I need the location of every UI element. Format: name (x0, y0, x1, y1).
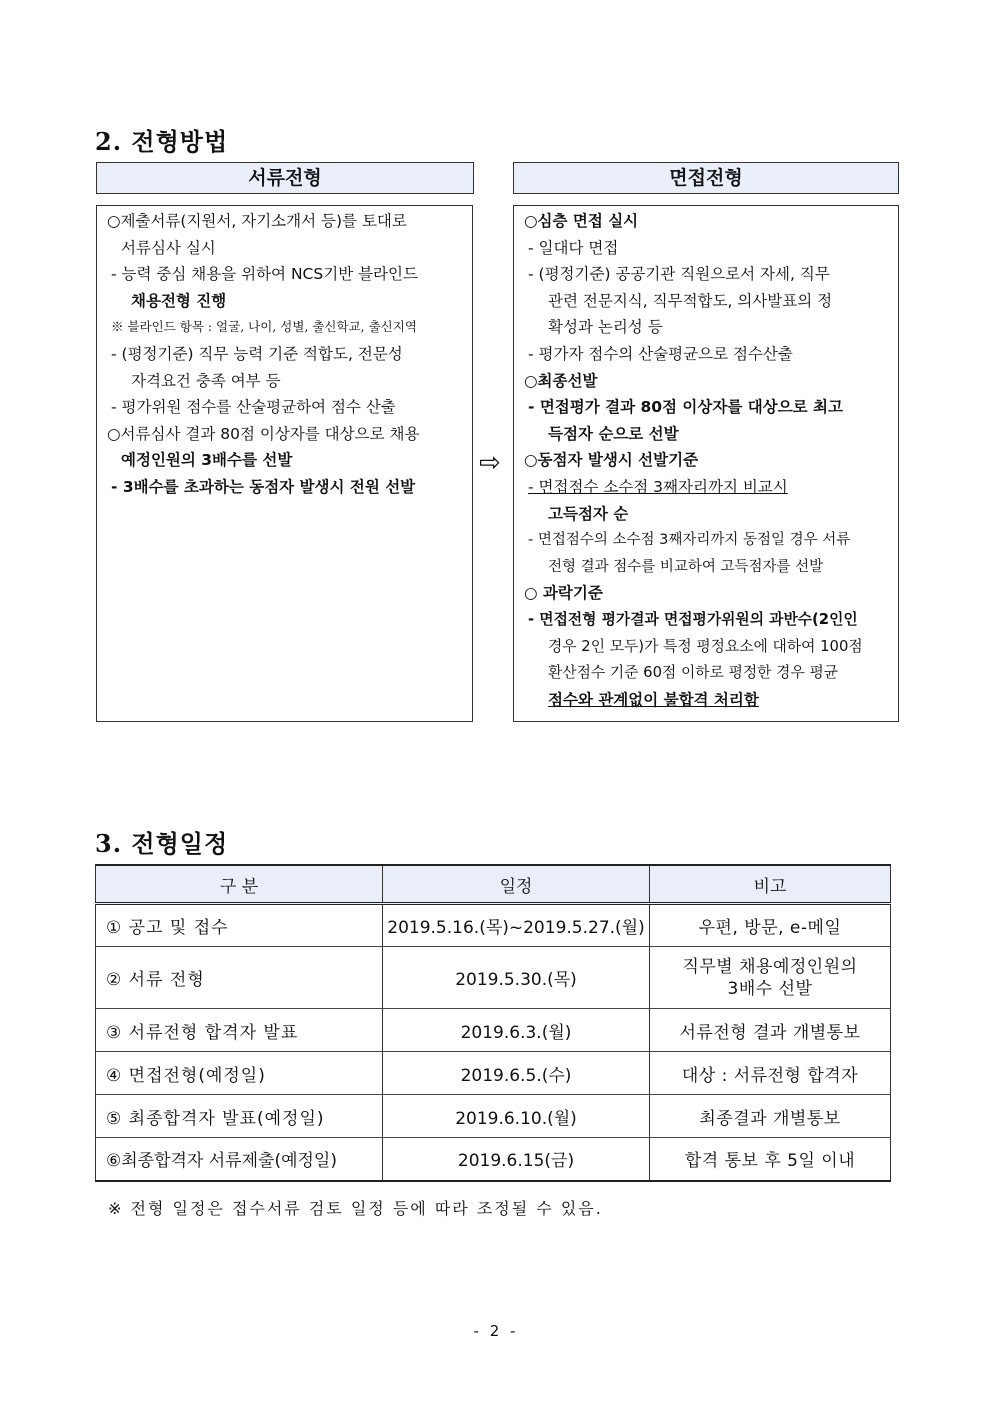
document-screening-box (96, 205, 473, 722)
schedule-table (95, 864, 891, 1182)
doc-line-6: - (평정기준) 직무 능력 기준 적합도, 전문성 (111, 344, 403, 363)
document-screening-header: 서류전형 (96, 162, 474, 194)
int-line-4: 관련 전문지식, 직무적합도, 의사발표의 정 (548, 291, 833, 310)
doc-line-1: ○제출서류(지원서, 자기소개서 등)를 토대로 (107, 212, 407, 230)
table-row (96, 1138, 891, 1181)
section-2-title: 2. 전형방법 (95, 127, 229, 156)
int-line-15: ○ 과락기준 (524, 584, 603, 603)
header-note: 비고 (650, 865, 891, 904)
cell-date: 2019.6.15(금) (383, 1138, 650, 1181)
int-line-19: 점수와 관계없이 불합격 처리함 (548, 690, 759, 709)
int-line-14: 전형 결과 점수를 비교하여 고득점자를 선발 (548, 558, 824, 575)
int-line-18: 환산점수 기준 60점 이하로 평정한 경우 평균 (548, 664, 839, 682)
int-line-11: - 면접점수 소수점 3째자리까지 비교시 (528, 477, 788, 496)
int-line-16: - 면접전형 평가결과 면접평가위원의 과반수(2인인 (528, 610, 858, 628)
interview-header: 면접전형 (513, 162, 899, 194)
doc-line-7: 자격요건 충족 여부 등 (131, 371, 281, 390)
interview-box (513, 205, 899, 722)
page-number: - 2 - (473, 1322, 519, 1340)
doc-line-11: - 3배수를 초과하는 동점자 발생시 전원 선발 (111, 477, 416, 496)
header-stage: 구 분 (96, 865, 383, 904)
cell-note-line-2: 3배수 선발 (727, 978, 813, 999)
cell-date: 2019.5.16.(목)~2019.5.27.(월) (383, 904, 650, 947)
cell-stage: ① 공고 및 접수 (96, 904, 383, 947)
int-line-9: 득점자 순으로 선발 (548, 424, 679, 443)
int-line-5: 확성과 논리성 등 (548, 318, 663, 337)
int-line-17: 경우 2인 모두)가 특정 평정요소에 대하여 100점 (548, 637, 863, 655)
doc-line-4: 채용전형 진행 (131, 291, 227, 310)
table-row (96, 1052, 891, 1095)
cell-note: 대상 : 서류전형 합격자 (650, 1052, 891, 1095)
cell-note-line-1: 직무별 채용예정인원의 (682, 956, 858, 977)
cell-stage: ② 서류 전형 (96, 947, 383, 1009)
cell-date: 2019.5.30.(목) (383, 947, 650, 1009)
doc-line-10: 예정인원의 3배수를 선발 (121, 451, 293, 470)
doc-blind-note: ※ 블라인드 항목 : 얼굴, 나이, 성별, 출신학교, 출신지역 (111, 319, 417, 335)
int-line-10: ○동점자 발생시 선발기준 (524, 451, 699, 470)
int-line-8: - 면접평가 결과 80점 이상자를 대상으로 최고 (528, 398, 843, 417)
int-line-12: 고득점자 순 (548, 504, 629, 523)
int-line-13: - 면접점수의 소수점 3째자리까지 동점일 경우 서류 (528, 532, 851, 549)
schedule-footnote: ※ 전형 일정은 접수서류 검토 일정 등에 따라 조정될 수 있음. (108, 1199, 603, 1218)
table-row (96, 947, 891, 1009)
cell-stage: ④ 면접전형(예정일) (96, 1052, 383, 1095)
cell-stage: ⑥최종합격자 서류제출(예정일) (96, 1138, 383, 1181)
cell-note: 서류전형 결과 개별통보 (650, 1009, 891, 1052)
int-line-2: - 일대다 면접 (528, 238, 619, 257)
table-row (96, 904, 891, 947)
table-row (96, 1095, 891, 1138)
int-line-7: ○최종선발 (524, 371, 598, 390)
section-3-title: 3. 전형일정 (95, 829, 229, 858)
int-line-3: - (평정기준) 공공기관 직원으로서 자세, 직무 (528, 265, 830, 284)
cell-note (650, 947, 891, 1009)
cell-date: 2019.6.5.(수) (383, 1052, 650, 1095)
cell-note: 최종결과 개별통보 (650, 1095, 891, 1138)
doc-line-8: - 평가위원 점수를 산술평균하여 점수 산출 (111, 398, 396, 417)
doc-line-9: ○서류심사 결과 80점 이상자를 대상으로 채용 (107, 424, 420, 443)
header-date: 일정 (383, 865, 650, 904)
doc-line-3: - 능력 중심 채용을 위하여 NCS기반 블라인드 (111, 265, 418, 284)
table-row (96, 1009, 891, 1052)
cell-stage: ③ 서류전형 합격자 발표 (96, 1009, 383, 1052)
table-header-row (96, 865, 891, 904)
cell-note: 합격 통보 후 5일 이내 (650, 1138, 891, 1181)
int-line-6: - 평가자 점수의 산술평균으로 점수산출 (528, 344, 793, 363)
cell-date: 2019.6.3.(월) (383, 1009, 650, 1052)
int-line-1: ○심층 면접 실시 (524, 212, 639, 230)
cell-stage: ⑤ 최종합격자 발표(예정일) (96, 1095, 383, 1138)
right-arrow-icon: ⇨ (479, 448, 501, 478)
doc-line-2: 서류심사 실시 (121, 238, 216, 257)
cell-note: 우편, 방문, e-메일 (650, 904, 891, 947)
cell-date: 2019.6.10.(월) (383, 1095, 650, 1138)
